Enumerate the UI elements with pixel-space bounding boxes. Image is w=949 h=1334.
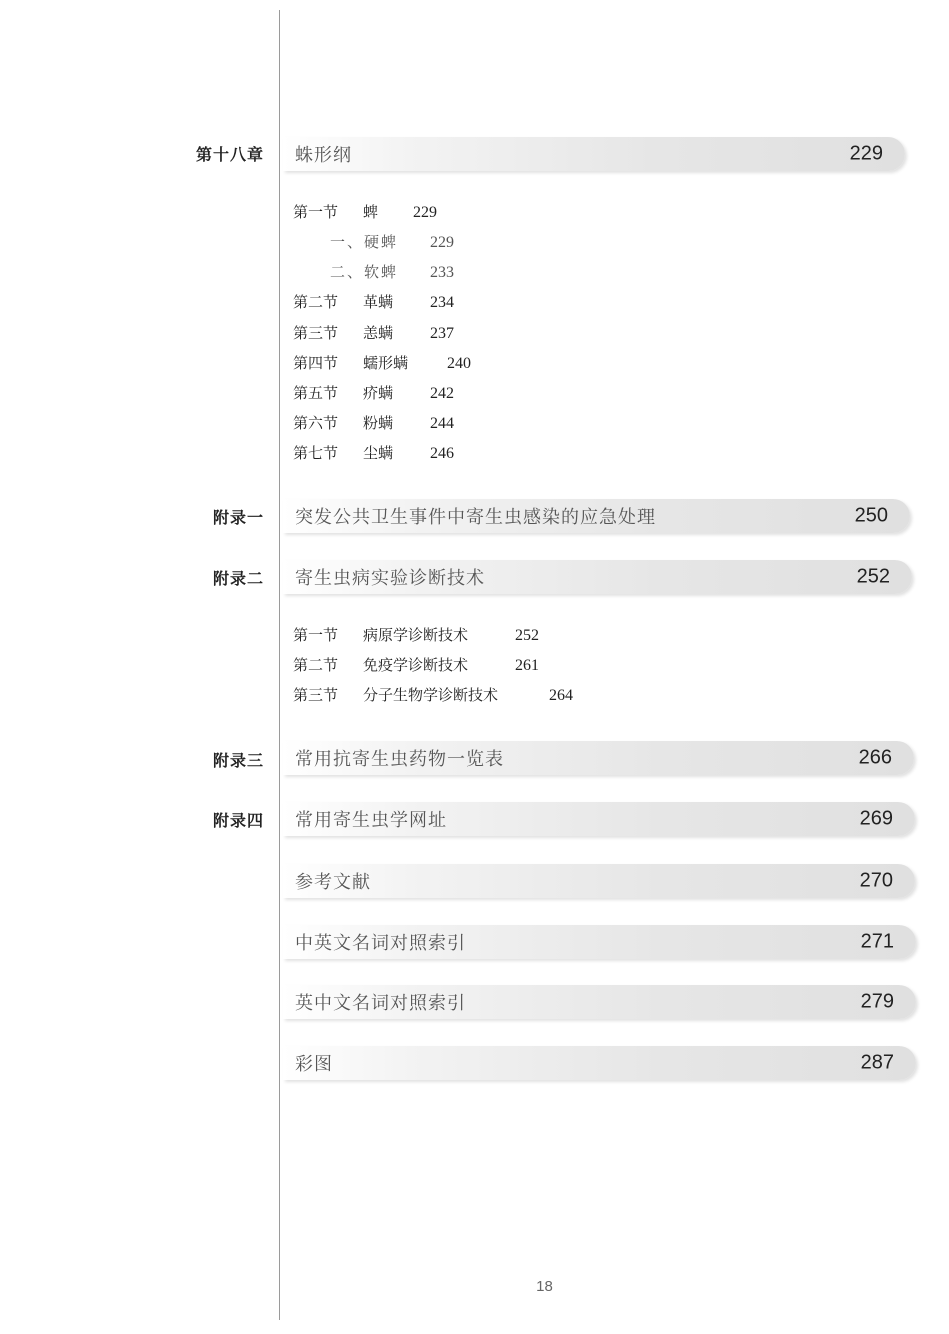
page-number: 18 xyxy=(536,1278,553,1295)
section-entry[interactable] xyxy=(293,412,454,433)
references-title: 参考文献 xyxy=(295,872,371,893)
section-title: 尘螨 xyxy=(363,444,394,462)
divider-line xyxy=(279,10,280,1320)
section-page: 252 xyxy=(515,627,539,644)
section-page: 244 xyxy=(430,415,454,432)
section-entry[interactable] xyxy=(293,382,454,403)
color-plates-bar[interactable] xyxy=(283,1046,916,1080)
appendix-label: 附录一 xyxy=(212,508,264,527)
section-entry[interactable] xyxy=(293,684,573,705)
appendix-page: 252 xyxy=(856,565,890,588)
section-name: 第一节 xyxy=(293,203,339,221)
section-name: 第二节 xyxy=(293,656,339,674)
section-entry[interactable] xyxy=(293,201,437,222)
appendix-title: 寄生虫病实验诊断技术 xyxy=(295,568,485,589)
references-page: 270 xyxy=(859,869,893,892)
section-name: 第三节 xyxy=(293,686,339,704)
index-en-cn-page: 279 xyxy=(860,990,894,1013)
section-page: 233 xyxy=(430,264,454,281)
index-cn-en-bar[interactable] xyxy=(283,925,916,959)
appendix-title: 常用寄生虫学网址 xyxy=(295,810,447,831)
appendix-label: 附录三 xyxy=(212,751,264,770)
section-title: 免疫学诊断技术 xyxy=(363,656,469,674)
appendix-title: 突发公共卫生事件中寄生虫感染的应急处理 xyxy=(295,507,656,528)
chapter-bar[interactable] xyxy=(283,137,905,171)
section-title: 革螨 xyxy=(363,293,394,311)
chapter-label: 第十八章 xyxy=(195,145,264,164)
section-name: 第四节 xyxy=(293,354,339,372)
appendix-page: 250 xyxy=(854,504,888,527)
color-plates-title: 彩图 xyxy=(295,1054,333,1075)
appendix-label: 附录四 xyxy=(212,811,264,830)
color-plates-page: 287 xyxy=(860,1051,894,1074)
section-name: 第五节 xyxy=(293,384,339,402)
chapter-title: 蛛形纲 xyxy=(295,145,352,166)
section-name: 第六节 xyxy=(293,414,339,432)
subsection-name: 二、软蜱 xyxy=(330,263,399,281)
section-page: 246 xyxy=(430,445,454,462)
section-title: 病原学诊断技术 xyxy=(363,626,469,644)
section-title: 蜱 xyxy=(363,203,379,221)
subsection-entry[interactable] xyxy=(330,261,454,282)
section-title: 疥螨 xyxy=(363,384,394,402)
appendix-bar[interactable] xyxy=(283,741,914,775)
section-page: 264 xyxy=(549,687,573,704)
section-title: 分子生物学诊断技术 xyxy=(363,686,499,704)
appendix-bar[interactable] xyxy=(283,802,915,836)
appendix-page: 266 xyxy=(858,746,892,769)
section-entry[interactable] xyxy=(293,352,471,373)
section-page: 229 xyxy=(430,234,454,251)
section-title: 恙螨 xyxy=(363,324,394,342)
section-title: 粉螨 xyxy=(363,414,394,432)
section-entry[interactable] xyxy=(293,654,539,675)
section-name: 第二节 xyxy=(293,293,339,311)
index-cn-en-page: 271 xyxy=(860,930,894,953)
appendix-page: 269 xyxy=(859,807,893,830)
section-name: 第一节 xyxy=(293,626,339,644)
section-name: 第七节 xyxy=(293,444,339,462)
section-page: 261 xyxy=(515,657,539,674)
section-page: 237 xyxy=(430,325,454,342)
appendix-label: 附录二 xyxy=(212,569,264,588)
references-bar[interactable] xyxy=(283,864,915,898)
appendix-bar[interactable] xyxy=(283,499,910,533)
section-entry[interactable] xyxy=(293,291,454,312)
section-page: 234 xyxy=(430,294,454,311)
section-entry[interactable] xyxy=(293,322,454,343)
appendix-bar[interactable] xyxy=(283,560,912,594)
chapter-page: 229 xyxy=(849,142,883,165)
section-entry[interactable] xyxy=(293,624,539,645)
index-en-cn-bar[interactable] xyxy=(283,985,916,1019)
section-title: 蠕形螨 xyxy=(363,354,409,372)
index-en-cn-title: 英中文名词对照索引 xyxy=(295,993,466,1014)
section-entry[interactable] xyxy=(293,442,454,463)
section-page: 242 xyxy=(430,385,454,402)
appendix-title: 常用抗寄生虫药物一览表 xyxy=(295,749,504,770)
section-page: 240 xyxy=(447,355,471,372)
section-name: 第三节 xyxy=(293,324,339,342)
index-cn-en-title: 中英文名词对照索引 xyxy=(295,933,466,954)
subsection-entry[interactable] xyxy=(330,231,454,252)
subsection-name: 一、硬蜱 xyxy=(330,233,399,251)
section-page: 229 xyxy=(413,204,437,221)
